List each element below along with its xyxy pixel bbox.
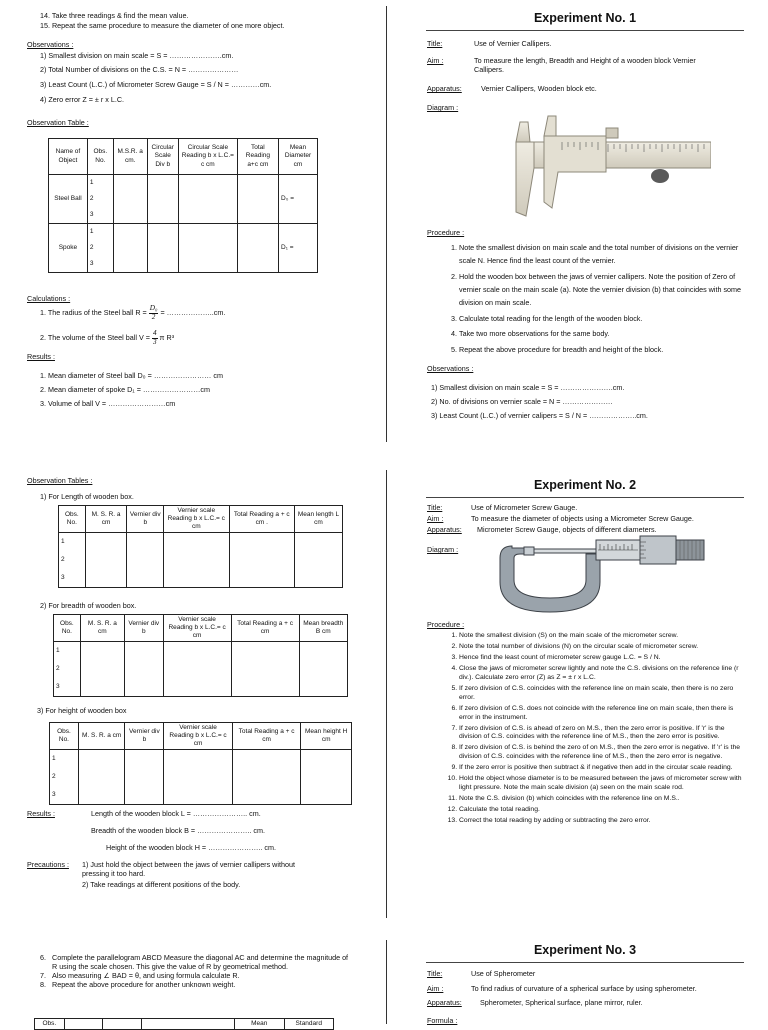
col-header: Obs. No. bbox=[59, 506, 86, 533]
col-header: M. S. R. a cm bbox=[85, 506, 127, 533]
obs-number: 3 bbox=[56, 683, 60, 691]
procedure-heading: Procedure : bbox=[427, 228, 465, 237]
item-number: 6. bbox=[40, 953, 46, 962]
list-item: 14. Take three readings & find the mean value. bbox=[40, 11, 189, 20]
object-name: Steel Ball bbox=[49, 175, 88, 224]
procedure-step: 3. Calculate total reading for the length of the wooden block. bbox=[459, 312, 743, 325]
denominator: 2 bbox=[151, 312, 156, 321]
col-header bbox=[141, 1019, 234, 1030]
obs-number: 1 bbox=[89, 228, 94, 235]
calculation-2 bbox=[40, 330, 174, 346]
procedure-step: 4. Take two more observations for the same body. bbox=[459, 327, 743, 340]
col-header: Total Reading a + c cm . bbox=[229, 506, 294, 533]
procedure-heading: Procedure : bbox=[427, 620, 465, 629]
procedure-step: 1. Note the smallest division (S) on the main scale of the micrometer screw. bbox=[459, 632, 743, 641]
obs-number: 2 bbox=[89, 195, 94, 202]
numerator: D₀ bbox=[149, 304, 158, 312]
experiment-title: Experiment No. 1 bbox=[533, 11, 637, 25]
col-header: Name of Object bbox=[49, 139, 88, 175]
obs-number: 1 bbox=[89, 179, 94, 186]
col-header: Mean Diameter cm bbox=[279, 139, 318, 175]
observation-item: 2) Total Number of divisions on the C.S. = N = ………………… bbox=[40, 65, 239, 74]
procedure-step: 12. Calculate the total reading. bbox=[459, 806, 743, 815]
field-label: Diagram : bbox=[427, 103, 459, 112]
procedure-step: 8. If zero division of C.S. is behind the zero of on M.S., then the zero error is negative. If 'r' is the division of C.S. coincides with the reference line of M.S., then the zero error is negative. bbox=[459, 744, 743, 762]
col-header: M. S. R. a cm bbox=[80, 615, 124, 642]
procedure-step: 6. If zero division of C.S. does not coincide with the reference line on main scale, then there is error in the instrument. bbox=[459, 705, 743, 723]
field-value: Micrometer Screw Gauge, objects of different diameters. bbox=[477, 525, 657, 534]
obs-number: 3 bbox=[61, 574, 65, 582]
divider bbox=[426, 30, 744, 31]
obs-number: 2 bbox=[61, 556, 65, 564]
col-header: M. S. R. a cm bbox=[78, 723, 125, 750]
results-heading: Results : bbox=[27, 352, 55, 361]
procedure-step: 3. Hence find the least count of micrometer screw gauge L.C. = S / N. bbox=[459, 654, 743, 663]
obs-number: 2 bbox=[89, 244, 94, 251]
observation-item: 3) Least Count (L.C.) of vernier calipers = S / N = ………………..cm. bbox=[431, 411, 648, 420]
partial-table bbox=[34, 1018, 334, 1030]
page-divider bbox=[386, 6, 387, 442]
observation-item: 1) Smallest division on main scale = S = ………………….cm. bbox=[431, 383, 625, 392]
col-header: Mean length L cm bbox=[295, 506, 343, 533]
col-header: Mean bbox=[235, 1019, 284, 1030]
obs-number: 3 bbox=[89, 211, 94, 218]
experiment-title: Experiment No. 2 bbox=[533, 478, 637, 492]
obs-number: 1 bbox=[56, 647, 60, 655]
field-value: To measure the diameter of objects using a Micrometer Screw Gauge. bbox=[471, 514, 694, 523]
field-value: To find radius of curvature of a spherical surface by using spherometer. bbox=[471, 984, 697, 993]
mean-cell: D₀ = bbox=[279, 175, 318, 224]
page-divider bbox=[386, 470, 387, 918]
calc-text: 2. The volume of the Steel ball V = bbox=[40, 332, 150, 342]
procedure-step: 7. If zero division of C.S. is ahead of zero on M.S., then the zero error is positive. If 'r' is the division of C.S. coincides with the reference line of M.S., then the zero error is positive. bbox=[459, 725, 743, 743]
observation-item: 1) Smallest division on main scale = S = ………………….cm. bbox=[40, 51, 234, 60]
calculation-1 bbox=[40, 305, 225, 321]
observation-item: 2) No. of divisions on vernier scale = N = ………………… bbox=[431, 397, 613, 406]
obs-number: 1 bbox=[52, 755, 56, 763]
result-item: Breadth of the wooden block B = ………………….. cm. bbox=[91, 826, 265, 835]
divider bbox=[426, 497, 744, 498]
item-text: Also measuring ∠ BAD = θ, and using formula calculate R. bbox=[52, 971, 240, 980]
col-header: M.S.R. a cm. bbox=[113, 139, 147, 175]
field-label: Apparatus: bbox=[427, 998, 462, 1007]
col-header: Vernier scale Reading b x L.C.= c cm bbox=[164, 723, 233, 750]
obs-number: 2 bbox=[56, 665, 60, 673]
field-value: Spherometer, Spherical surface, plane mirror, ruler. bbox=[480, 998, 643, 1007]
precaution-item: 2) Take readings at different positions of the body. bbox=[82, 880, 241, 889]
col-header: Mean height H cm bbox=[301, 723, 352, 750]
table-caption: 1) For Length of wooden box. bbox=[40, 492, 134, 501]
field-label: Title: bbox=[427, 969, 443, 978]
field-label: Aim : bbox=[427, 984, 444, 993]
field-value: Use of Vernier Callipers. bbox=[474, 39, 552, 48]
table-caption: 3) For height of wooden box bbox=[37, 706, 127, 715]
table-caption: 2) For breadth of wooden box. bbox=[40, 601, 137, 610]
divider bbox=[426, 962, 744, 963]
procedure-step: 5. If zero division of C.S. coincides with the reference line on main scale, then there is no zero error. bbox=[459, 685, 743, 703]
obs-number: 1 bbox=[61, 538, 65, 546]
fraction bbox=[152, 330, 158, 346]
col-header: Standard bbox=[284, 1019, 334, 1030]
field-label: Aim : bbox=[427, 514, 444, 523]
field-value: Use of Micrometer Screw Gauge. bbox=[471, 503, 578, 512]
mean-cell: D₁ = bbox=[279, 224, 318, 273]
field-label: Formula : bbox=[427, 1016, 458, 1025]
col-header: Obs. No. bbox=[50, 723, 79, 750]
observations-heading: Observations : bbox=[27, 40, 74, 49]
numerator: 4 bbox=[152, 329, 157, 337]
field-label: Diagram : bbox=[427, 545, 459, 554]
procedure-list bbox=[431, 241, 743, 358]
object-name: Spoke bbox=[49, 224, 88, 273]
item-text: Complete the parallelogram ABCD Measure the diagonal AC and determine the magnitude of R using the scale chosen. This give the value of R by geometrical method. bbox=[52, 953, 349, 971]
field-label: Aim : bbox=[427, 56, 444, 65]
procedure-step: 13. Correct the total reading by adding or subtracting the zero error. bbox=[459, 817, 743, 826]
col-header: Total Reading a + c cm bbox=[232, 723, 301, 750]
result-item: 1. Mean diameter of Steel ball D₀ = …………………… cm bbox=[40, 371, 223, 380]
breadth-table bbox=[53, 614, 348, 697]
table-heading: Observation Table : bbox=[27, 118, 89, 127]
observation-tables-heading: Observation Tables : bbox=[27, 476, 93, 485]
field-label: Apparatus: bbox=[427, 84, 462, 93]
table-row bbox=[54, 642, 348, 697]
col-header bbox=[64, 1019, 102, 1030]
field-label: Title: bbox=[427, 503, 443, 512]
list-item bbox=[40, 953, 350, 989]
col-header: Total Reading a + c cm bbox=[231, 615, 299, 642]
height-table bbox=[49, 722, 352, 805]
precautions-heading: Precautions : bbox=[27, 860, 69, 869]
item-number: 7. bbox=[40, 971, 46, 980]
result-item: 3. Volume of ball V = ……………………cm bbox=[40, 399, 176, 408]
field-label: Apparatus: bbox=[427, 525, 462, 534]
table-row bbox=[49, 175, 318, 224]
calc-text: π R³ bbox=[159, 332, 175, 342]
procedure-step: 11. Note the C.S. division (b) which coincides with the reference line on M.S.. bbox=[459, 795, 743, 804]
item-number: 8. bbox=[40, 980, 46, 989]
page-divider bbox=[386, 940, 387, 1024]
table-row bbox=[50, 750, 352, 805]
length-table bbox=[58, 505, 343, 588]
obs-number: 3 bbox=[89, 260, 94, 267]
col-header: Vernier scale Reading b x L.C.= c cm bbox=[163, 615, 231, 642]
col-header: Vernier div b bbox=[124, 615, 163, 642]
table-row bbox=[49, 224, 318, 273]
col-header bbox=[103, 1019, 141, 1030]
col-header: Total Reading a+c cm bbox=[237, 139, 278, 175]
result-item: Height of the wooden block H = ………………….. cm. bbox=[106, 843, 276, 852]
field-value: To measure the length, Breadth and Height of a wooden block Vernier Callipers. bbox=[474, 56, 696, 74]
procedure-step: 4. Close the jaws of micrometer screw lightly and note the C.S. divisions on the reference line (r div.). Calculate zero error (Z) as Z = ± r x L.C. bbox=[459, 665, 743, 683]
micrometer-diagram bbox=[490, 532, 715, 616]
observation-item: 4) Zero error Z = ± r x L.C. bbox=[40, 95, 125, 104]
item-text: Repeat the above procedure for another unknown weight. bbox=[52, 980, 236, 989]
col-header: Obs. bbox=[35, 1019, 65, 1030]
col-header: Obs. No. bbox=[54, 615, 81, 642]
procedure-step: 10. Hold the object whose diameter is to be measured between the jaws of micrometer screw with light pressure. Note the main scale division (a) seen on the main scale rod. bbox=[459, 775, 743, 793]
col-header: Vernier scale Reading b x L.C.= c cm bbox=[164, 506, 229, 533]
observations-heading: Observations : bbox=[427, 364, 474, 373]
calculations-heading: Calculations : bbox=[27, 294, 71, 303]
observation-item: 3) Least Count (L.C.) of Micrometer Screw Gauge = S / N = …………cm. bbox=[40, 80, 272, 89]
result-item: Length of the wooden block L = ………………….. cm. bbox=[91, 809, 261, 818]
field-value: Vernier Callipers, Wooden block etc. bbox=[481, 84, 597, 93]
calc-text: = ………………..cm. bbox=[160, 307, 226, 317]
col-header: Obs. No. bbox=[87, 139, 113, 175]
procedure-step: 5. Repeat the above procedure for breadth and height of the block. bbox=[459, 343, 743, 356]
precaution-item: 1) Just hold the object between the jaws of vernier callipers without pressing it too hard. bbox=[82, 860, 295, 878]
list-item: 15. Repeat the same procedure to measure the diameter of one more object. bbox=[40, 21, 285, 30]
procedure-list bbox=[431, 632, 743, 828]
vernier-caliper-diagram bbox=[496, 112, 711, 220]
obs-number: 3 bbox=[52, 791, 56, 799]
procedure-step: 2. Hold the wooden box between the jaws of vernier callipers. Note the position of Zero of vernier scale on the main scale (a). Note the vernier division (b) that coincides with some division on main scale. bbox=[459, 270, 743, 310]
field-label: Title: bbox=[427, 39, 443, 48]
procedure-step: 9. If the zero error is positive then subtract & if negative then add in the circular scale reading. bbox=[459, 764, 743, 773]
col-header: Mean breadth B cm bbox=[299, 615, 347, 642]
procedure-step: 1. Note the smallest division on main scale and the total number of divisions on the vernier scale N. Hence find the least count of the vernier. bbox=[459, 241, 743, 268]
field-value: Use of Spherometer bbox=[471, 969, 536, 978]
obs-number: 2 bbox=[52, 773, 56, 781]
col-header: Circular Scale Reading b x L.C.= c cm bbox=[178, 139, 237, 175]
col-header: Circular Scale Div b bbox=[147, 139, 178, 175]
experiment-title: Experiment No. 3 bbox=[533, 943, 637, 957]
col-header: Vernier div b bbox=[125, 723, 164, 750]
observation-table bbox=[48, 138, 318, 273]
fraction bbox=[149, 305, 159, 321]
results-heading: Results : bbox=[27, 809, 55, 818]
procedure-step: 2. Note the total number of divisions (N) on the circular scale of micrometer screw. bbox=[459, 643, 743, 652]
calc-text: 1. The radius of the Steel ball R = bbox=[40, 307, 147, 317]
col-header: Vernier div b bbox=[127, 506, 164, 533]
denominator: 3 bbox=[152, 337, 157, 346]
result-item: 2. Mean diameter of spoke D₁ = ……………………cm bbox=[40, 385, 210, 394]
table-row bbox=[59, 533, 343, 588]
